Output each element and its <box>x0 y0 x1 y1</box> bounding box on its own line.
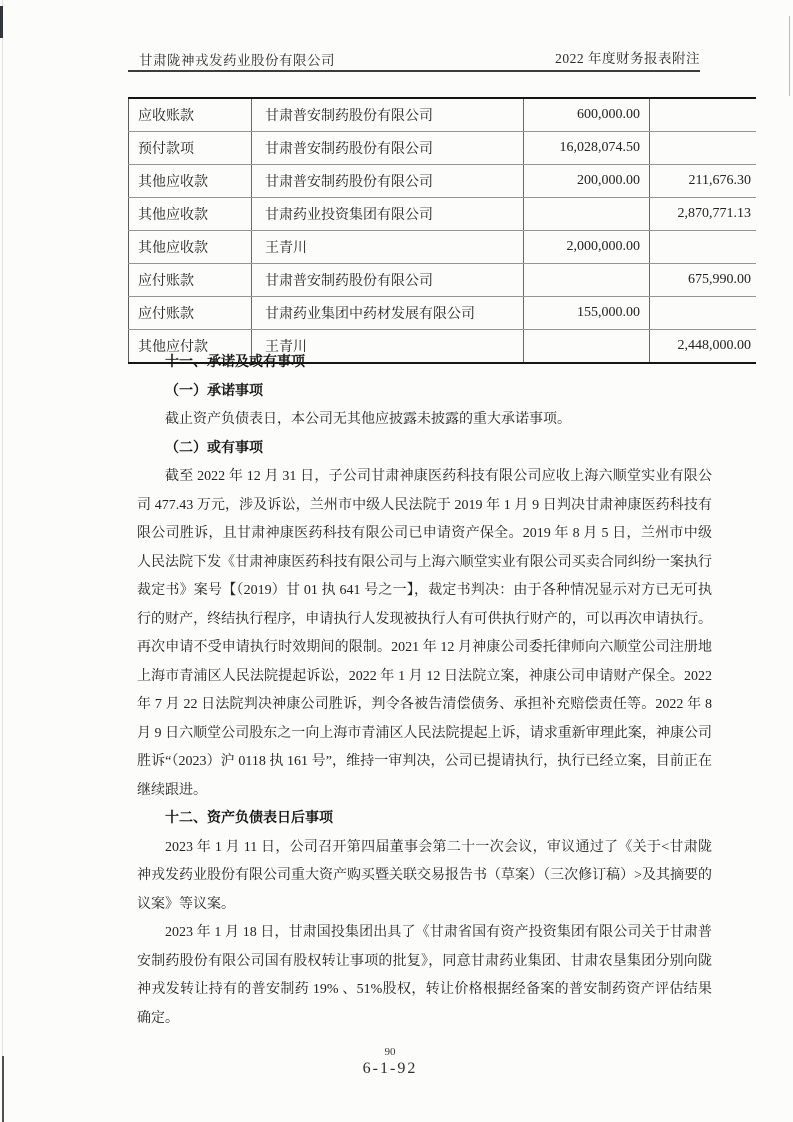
cell-item-type: 其他应收款 <box>129 165 252 198</box>
table-row <box>129 264 757 297</box>
cell-amount-b <box>650 132 757 165</box>
document-body <box>137 349 712 1044</box>
section-11-2-heading: （二）或有事项 <box>165 440 263 456</box>
scan-edge-right <box>789 16 790 96</box>
table-row <box>129 198 757 231</box>
cell-related-party: 王青川 <box>252 231 524 264</box>
cell-amount-a: 155,000.00 <box>524 297 650 330</box>
table-row <box>129 132 757 165</box>
table-row <box>129 165 757 198</box>
cell-item-type: 其他应收款 <box>129 198 252 231</box>
cell-related-party: 甘肃普安制药股份有限公司 <box>252 264 524 297</box>
section-12-paragraph-1: 2023 年 1 月 11 日，公司召开第四届董事会第二十一次会议，审议通过了《关于<甘肃陇神戎发药业股份有限公司重大资产购买暨关联交易报告书（草案）（三次修订稿）>及其摘要的议案》等议案。 <box>137 839 712 912</box>
section-11-1-heading: （一）承诺事项 <box>165 383 263 399</box>
related-party-table <box>128 97 756 364</box>
cell-amount-a <box>524 264 650 297</box>
table-row <box>129 231 757 264</box>
cell-amount-a <box>524 198 650 231</box>
cell-related-party: 甘肃普安制药股份有限公司 <box>252 132 524 165</box>
scan-edge-left-top <box>0 6 3 38</box>
cell-amount-b <box>650 98 757 132</box>
cell-amount-a: 200,000.00 <box>524 165 650 198</box>
cell-item-type: 应付账款 <box>129 264 252 297</box>
cell-amount-b: 211,676.30 <box>650 165 757 198</box>
table-row <box>129 297 757 330</box>
section-11-heading: 十一、承诺及或有事项 <box>165 355 305 370</box>
table-row <box>129 98 757 132</box>
cell-amount-a: 16,028,074.50 <box>524 132 650 165</box>
header-company-name: 甘肃陇神戎发药业股份有限公司 <box>139 53 335 68</box>
cell-amount-b <box>650 231 757 264</box>
footer-doc-page-number: 6-1-92 <box>362 1060 418 1077</box>
header-doc-title: 2022 年度财务报表附注 <box>555 51 700 66</box>
cell-amount-b: 2,448,000.00 <box>677 338 751 353</box>
cell-amount-b: 675,990.00 <box>650 264 757 297</box>
cell-item-type: 应付账款 <box>129 297 252 330</box>
cell-amount-a: 2,000,000.00 <box>524 231 650 264</box>
cell-item-type: 其他应收款 <box>129 231 252 264</box>
cell-amount-b <box>650 297 757 330</box>
cell-related-party: 甘肃药业投资集团有限公司 <box>252 198 524 231</box>
footer-page-number: 90 <box>384 1046 396 1058</box>
cell-item-type: 其他应付款 <box>129 330 252 364</box>
cell-related-party: 甘肃普安制药股份有限公司 <box>252 165 524 198</box>
section-11-1-paragraph: 截止资产负债表日，本公司无其他应披露未披露的重大承诺事项。 <box>165 412 571 427</box>
cell-item-type: 应收账款 <box>129 98 252 132</box>
cell-related-party: 甘肃药业集团中药材发展有限公司 <box>252 297 524 330</box>
cell-related-party: 王青川 <box>252 330 524 364</box>
cell-related-party: 甘肃普安制药股份有限公司 <box>252 98 524 132</box>
scan-edge-left-faint <box>2 0 3 1122</box>
cell-item-type: 预付款项 <box>129 132 252 165</box>
cell-amount-b: 2,870,771.13 <box>650 198 757 231</box>
cell-amount-a: 600,000.00 <box>524 98 650 132</box>
section-11-2-paragraph: 截至 2022 年 12 月 31 日，子公司甘肃神康医药科技有限公司应收上海六顺堂实业有限公司 477.43 万元，涉及诉讼，兰州市中级人民法院于 2019 年 1 月 9 日判决甘肃神康医药科技有限公司胜诉，且甘肃神康医药科技有限公司已申请资产保全。2019 年 8 月 5 日，兰州市中级人民法院下发《甘肃神康医药科技有限公司与上海六顺堂实业有限公司买卖合同纠纷一案执行裁定书》案号【（2019）甘 01 执 641 号之一】，裁定书判决：由于各种情况显示对方已无可执行的财产，终结执行程序，申请执行人发现被执行人有可供执行财产的，可以再次申请执行。再次申请不受申请执行时效期间的限制。2021 年 12 月神康公司委托律师向六顺堂公司注册地上海市青浦区人民法院提起诉讼，2022 年 1 月 12 日法院立案，神康公司申请财产保全。2022 年 7 月 22 日法院判决神康公司胜诉，判令各被告清偿债务、承担补充赔偿责任等。2022 年 8 月 9 日六顺堂公司股东之一向上海市青浦区人民法院提起上诉，请求重新审理此案，神康公司胜诉“（2023）沪 0118 执 161 号”，维持一审判决，公司已提请执行，执行已经立案，目前正在继续跟进。 <box>137 469 712 798</box>
section-12-heading: 十二、资产负债表日后事项 <box>165 811 333 826</box>
header-rule <box>128 70 700 72</box>
section-12-paragraph-2: 2023 年 1 月 18 日，甘肃国投集团出具了《甘肃省国有资产投资集团有限公司关于甘肃普安制药股份有限公司国有股权转让事项的批复》，同意甘肃药业集团、甘肃农垦集团分别向陇神戎发转让持有的普安制药 19% 、51%股权，转让价格根据经备案的普安制药资产评估结果确定。 <box>137 925 712 1026</box>
